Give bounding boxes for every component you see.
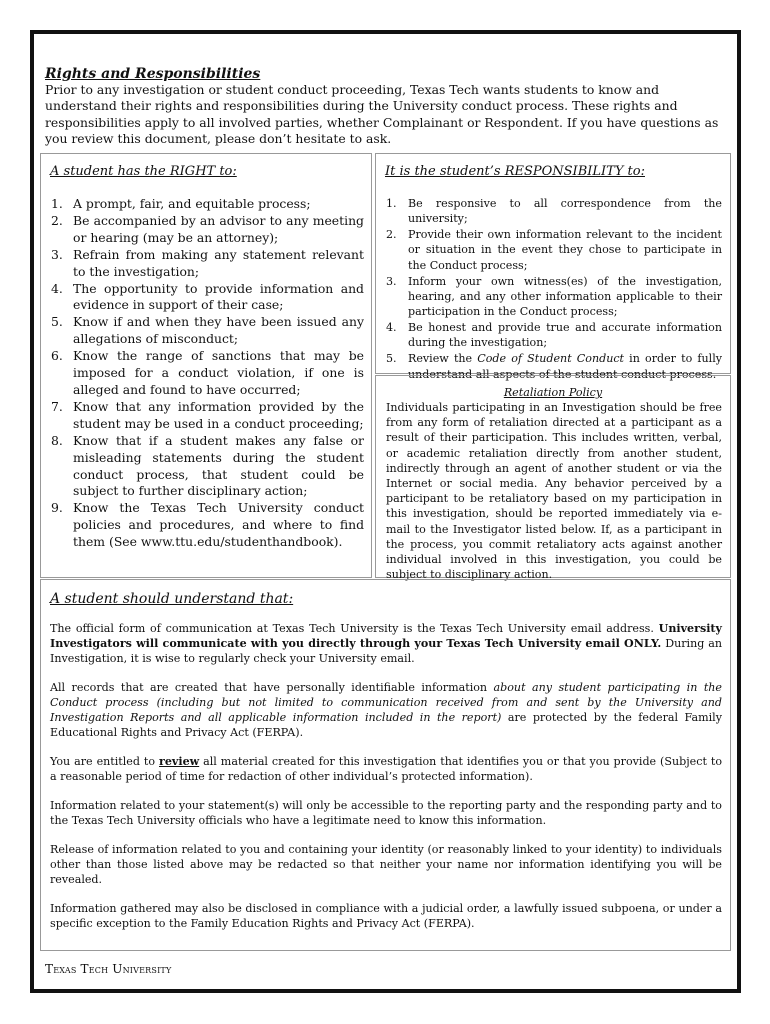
item-number: 3.	[386, 274, 397, 288]
university-footer	[45, 962, 171, 976]
item-text: Provide their own information relevant to the incident or situation in the event they chose to participate in the Conduct process;	[408, 228, 722, 272]
responsibilities-box	[375, 153, 731, 381]
item-number: 2.	[51, 212, 63, 228]
item-text: A prompt, fair, and equitable process;	[73, 196, 311, 211]
rights-box	[40, 153, 372, 578]
item-number: 8.	[51, 432, 63, 448]
item-text: Be honest and provide true and accurate information during the investigation;	[408, 321, 722, 350]
rights-item	[51, 399, 364, 433]
understand-paragraph: Release of information related to you and containing your identity (or reasonably linked to your identity) to individuals other than those listed above may be redacted so that neither your name nor information identifying you will be revealed.	[50, 843, 722, 886]
item-number: 5.	[386, 352, 397, 366]
text-run-italic: about any student participating in the Conduct process (including but not limited to communication received from and sent by the University and Investigation Reports and all applicable information included in the report)	[50, 681, 722, 724]
item-number: 9.	[51, 500, 63, 516]
text-run: all material created for this investigation that identifies you or that you provide (Subject to a reasonable period of time for redaction of other individual’s protected information).	[50, 754, 723, 783]
responsibility-item	[386, 320, 722, 351]
item-text: Know the Texas Tech University conduct policies and procedures, and where to find them (See www.ttu.edu/studenthandbook).	[73, 500, 364, 550]
item-number: 4.	[51, 280, 63, 296]
responsibility-item	[386, 227, 722, 273]
rights-item	[51, 213, 364, 247]
responsibility-item	[386, 274, 722, 320]
item-number: 3.	[51, 246, 63, 262]
rights-item	[51, 500, 364, 551]
text-run: are protected by the federal Family Educational Rights and Privacy Act (FERPA).	[50, 710, 722, 739]
retaliation-title: Retaliation Policy	[503, 386, 603, 399]
item-number: 4.	[386, 321, 397, 335]
understand-heading: A student should understand that:	[50, 591, 294, 607]
item-text-start: Review the	[408, 352, 478, 366]
item-text: Inform your own witness(es) of the investigation, hearing, and any other information applicable to their participation in the Conduct process;	[408, 274, 722, 319]
rights-item	[51, 196, 364, 213]
rights-list	[51, 196, 364, 551]
responsibilities-list	[386, 196, 722, 383]
item-number: 6.	[51, 348, 63, 364]
text-run: You are entitled to	[50, 754, 160, 768]
understand-paragraph	[50, 755, 722, 785]
understand-paragraph: Information gathered may also be disclosed in compliance with a judicial order, a lawfully issued subpoena, or under a specific exception to the Family Education Rights and Privacy Act (FERPA).	[50, 902, 722, 931]
item-text: The opportunity to provide information and evidence in support of their case;	[73, 280, 364, 313]
rights-heading: A student has the RIGHT to:	[50, 164, 237, 179]
understand-paragraph	[50, 622, 722, 667]
item-number: 1.	[51, 196, 63, 211]
intro-paragraph: Prior to any investigation or student conduct proceeding, Texas Tech wants students to know and understand their rights and responsibilities during the University conduct process. These rights and responsibilities apply to all involved parties, whether Complainant or Respondent. If you have questions as you review this document, please don’t hesitate to ask.	[45, 82, 719, 147]
rights-item	[51, 281, 364, 315]
rights-item	[51, 314, 364, 348]
intro-section	[45, 66, 725, 148]
item-text: Be accompanied by an advisor to any meeting or hearing (may be an attorney);	[73, 212, 364, 245]
item-number: 1.	[386, 197, 397, 210]
retaliation-text: Individuals participating in an Investigation should be free from any form of retaliation directed at a participant as a result of their participation. This includes written, verbal, or academic retaliation directly from another student, indirectly through an agent of another student or via the Internet or social media. Any behavior perceived by a participant to be retaliatory based on my participation in this investigation, should be reported immediately via e-mail to the Investigator listed below. If, as a participant in the process, you commit retaliatory acts against another individual involved in this investigation, you could be subject to disciplinary action.	[386, 401, 722, 582]
rights-item	[51, 247, 364, 281]
item-text: Know that any information provided by the student may be used in a conduct proceeding;	[73, 398, 364, 431]
item-text-end: in order to fully understand all aspects of the student conduct process.	[408, 352, 723, 381]
item-number: 7.	[51, 398, 63, 414]
rights-item	[51, 433, 364, 501]
code-of-conduct-title: Code of Student Conduct	[477, 352, 625, 366]
page-title: Rights and Responsibilities	[45, 66, 261, 82]
rights-item	[51, 348, 364, 399]
text-run: The official form of communication at Texas Tech University is the Texas Tech University email address.	[50, 622, 659, 635]
understand-paragraph: Information related to your statement(s) will only be accessible to the reporting party and the responding party and to the Texas Tech University officials who have a legitimate need to know this information.	[50, 799, 722, 827]
item-text: Know that if a student makes any false or misleading statements during the student conduct process, that student could be subject to further disciplinary action;	[73, 432, 364, 499]
understand-paragraph	[50, 681, 722, 741]
responsibility-item	[386, 196, 722, 227]
retaliation-box	[375, 375, 731, 582]
item-number: 5.	[51, 314, 63, 330]
review-emphasis: review	[159, 754, 200, 768]
text-run: All records that are created that have personally identifiable information	[50, 681, 494, 695]
item-text: Know if and when they have been issued any allegations of misconduct;	[73, 314, 364, 347]
item-text: Know the range of sanctions that may be imposed for a conduct violation, if one is alleged and found to have occurred;	[73, 348, 364, 397]
item-text: Be responsive to all correspondence from the university;	[408, 197, 722, 226]
text-run: During an Investigation, it is wise to regularly check your University email.	[50, 636, 722, 665]
understand-box	[40, 579, 731, 951]
item-number: 2.	[386, 228, 397, 242]
footer-text: Texas Tech University	[45, 962, 172, 976]
understand-body	[50, 622, 722, 946]
email-notice: University Investigators will communicate with you directly through your Texas Tech University email ONLY.	[50, 622, 722, 650]
item-text: Refrain from making any statement relevant to the investigation;	[73, 246, 364, 279]
responsibilities-heading: It is the student’s RESPONSIBILITY to:	[385, 164, 645, 179]
